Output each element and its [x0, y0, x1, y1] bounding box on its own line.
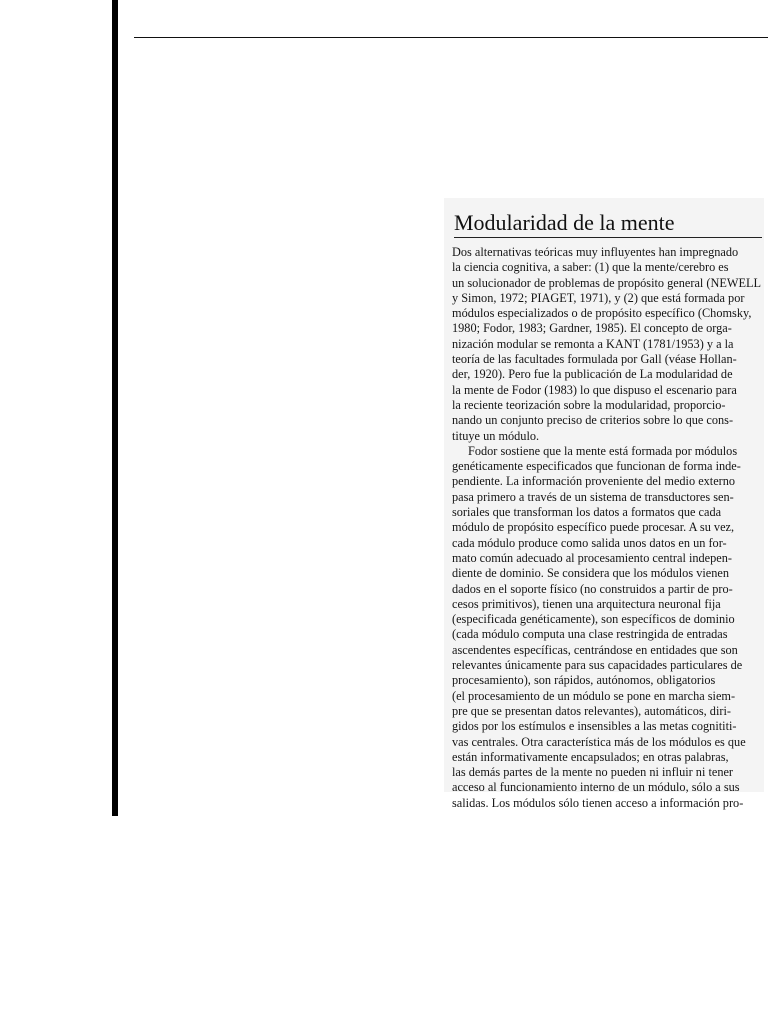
text-line: las demás partes de la mente no pueden ni influir ni tener: [452, 765, 734, 780]
text-line: la reciente teorización sobre la modularidad, proporcio-: [452, 397, 726, 412]
text-line: nando un conjunto preciso de criterios sobre lo que cons-: [452, 413, 734, 428]
text-line: teoría de las facultades formulada por Gall (véase Hollan-: [452, 352, 737, 367]
text-line: der, 1920). Pero fue la publicación de La modularidad de: [452, 367, 733, 382]
text-line: están informativamente encapsulados; en otras palabras,: [452, 749, 729, 764]
article-body: [452, 245, 764, 811]
text-line: (especificada genéticamente), son específicos de dominio: [452, 612, 735, 627]
text-line: nización modular se remonta a KANT (1781/1953) y a la: [452, 336, 734, 351]
text-line: mato común adecuado al procesamiento central indepen-: [452, 550, 732, 565]
text-line: la mente de Fodor (1983) lo que dispuso el escenario para: [452, 382, 737, 397]
text-line-paragraph-start: Fodor sostiene que la mente está formada por módulos: [468, 443, 738, 458]
text-line: pre que se presentan datos relevantes), automáticos, diri-: [452, 703, 731, 718]
article-title: Modularidad de la mente: [454, 210, 675, 235]
text-line: la ciencia cognitiva, a saber: (1) que la mente/cerebro es: [452, 260, 729, 275]
page-spine-bar: [112, 0, 118, 816]
text-line: ascendentes específicas, centrándose en entidades que son: [452, 642, 738, 657]
text-line: genéticamente especificados que funcionan de forma inde-: [452, 459, 741, 474]
text-line: y Simon, 1972; PIAGET, 1971), y (2) que está formada por: [452, 290, 745, 305]
text-line: módulos especializados o de propósito específico (Chomsky,: [452, 306, 752, 321]
text-line: dados en el soporte físico (no construidos a partir de pro-: [452, 581, 733, 596]
text-line: 1980; Fodor, 1983; Gardner, 1985). El concepto de orga-: [452, 321, 732, 336]
text-line: un solucionador de problemas de propósito general (NEWELL: [452, 275, 762, 290]
text-line: soriales que transforman los datos a formatos que cada: [452, 505, 722, 520]
text-line: (cada módulo computa una clase restringida de entradas: [452, 627, 728, 642]
text-line: pasa primero a través de un sistema de transductores sen-: [452, 489, 734, 504]
text-line: procesamiento), son rápidos, autónomos, obligatorios: [452, 673, 716, 688]
text-line: relevantes únicamente para sus capacidades particulares de: [452, 658, 743, 673]
text-line: (el procesamiento de un módulo se pone en marcha siem-: [452, 688, 736, 703]
text-line: gidos por los estímulos e insensibles a las metas cognititi-: [452, 719, 737, 734]
text-line: Dos alternativas teóricas muy influyentes han impregnado: [452, 245, 739, 259]
text-line: cada módulo produce como salida unos datos en un for-: [452, 535, 727, 550]
text-line: salidas. Los módulos sólo tienen acceso a información pro-: [452, 795, 744, 810]
text-line: tituye un módulo.: [452, 428, 540, 443]
title-underline: [454, 237, 762, 238]
text-line: módulo de propósito específico puede procesar. A su vez,: [452, 520, 735, 535]
text-line: acceso al funcionamiento interno de un módulo, sólo a sus: [452, 780, 740, 795]
header-rule: [134, 37, 768, 38]
text-line: diente de dominio. Se considera que los módulos vienen: [452, 566, 729, 581]
text-line: cesos primitivos), tienen una arquitectura neuronal fija: [452, 596, 721, 611]
text-line: vas centrales. Otra característica más de los módulos es que: [452, 734, 746, 749]
text-line: pendiente. La información proveniente del medio externo: [452, 474, 736, 489]
